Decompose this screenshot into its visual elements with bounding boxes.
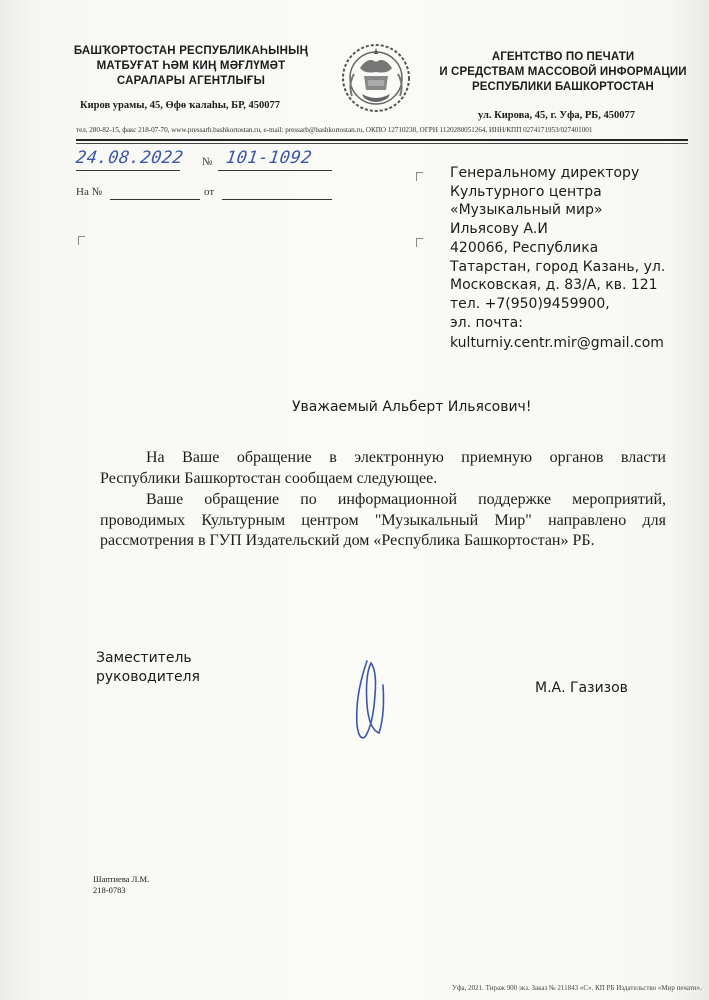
header-left-line: МАТБУҒАТ ҺӘМ КИҢ МӘҒЛҮМӘТ bbox=[96, 60, 286, 72]
header-right-address: ул. Кирова, 45, г. Уфа, РБ, 450077 bbox=[478, 110, 635, 121]
header-right-line: РЕСПУБЛИКИ БАШКОРТОСТАН bbox=[472, 81, 654, 93]
reply-number-line bbox=[110, 199, 200, 200]
executor-phone: 218-0783 bbox=[93, 885, 126, 895]
coat-of-arms-icon bbox=[338, 38, 414, 120]
addressee-line: 420066, Республика bbox=[450, 239, 599, 256]
addressee-line: Ильясову А.И bbox=[450, 221, 548, 238]
executor-name: Шаптиева Л.М. bbox=[93, 874, 150, 884]
body-line: проводимых Культурным центром "Музыкальный Мир" направлено для bbox=[100, 511, 666, 529]
body-line: рассмотрения в ГУП Издательский дом «Республика Башкортостан» РБ. bbox=[100, 532, 595, 549]
reply-to-label: На № bbox=[76, 186, 103, 198]
addressee-line: Татарстан, город Казань, ул. bbox=[450, 258, 666, 275]
header-right-title bbox=[436, 50, 690, 95]
header-left-address: Киров урамы, 45, Өфө ҡалаһы, БР, 450077 bbox=[80, 100, 280, 111]
executor-info bbox=[93, 874, 149, 896]
body-line: Республики Башкортостан сообщаем следующее. bbox=[100, 469, 438, 487]
from-label: от bbox=[204, 186, 215, 198]
greeting: Уважаемый Альберт Ильясович! bbox=[292, 399, 532, 415]
header-divider-thin bbox=[76, 143, 688, 144]
corner-mark bbox=[416, 172, 423, 181]
header-left-line: САРАЛАРЫ АГЕНТЛЫҒЫ bbox=[116, 75, 266, 87]
number-underline bbox=[218, 170, 332, 171]
corner-mark bbox=[78, 236, 85, 245]
body-paragraph bbox=[100, 448, 666, 489]
body-line: Ваше обращение по информационной поддержке мероприятий, bbox=[146, 491, 666, 508]
body-line: На Ваше обращение в электронную приемную органов власти bbox=[146, 449, 666, 466]
signer-title bbox=[96, 649, 200, 687]
header-left-line: БАШҠОРТОСТАН РЕСПУБЛИКАҺЫНЫҢ bbox=[73, 45, 309, 57]
registration-date: 24.08.2022 bbox=[74, 148, 185, 168]
header-contacts: тел. 280-82-15, факс 218-07-70, www.pressarb.bashkortostan.ru, e-mail: pressarb@bashkortostan.ru, ОКПО 12710238, ОГРН 1120280051264, ИНН/КПП 0274171953/027401001 bbox=[76, 126, 593, 134]
registration-number: 101-1092 bbox=[224, 148, 314, 168]
header-right-line: И СРЕДСТВАМ МАССОВОЙ ИНФОРМАЦИИ bbox=[439, 66, 687, 78]
corner-mark bbox=[416, 238, 423, 247]
body-paragraph bbox=[100, 490, 666, 552]
signer-title-line: Заместитель bbox=[96, 650, 192, 666]
addressee-line: эл. почта: bbox=[450, 314, 523, 331]
signer-name: М.А. Газизов bbox=[535, 680, 628, 696]
handwritten-signature bbox=[345, 655, 395, 745]
reply-row bbox=[76, 186, 346, 206]
addressee-line: Генеральному директору bbox=[450, 165, 640, 181]
date-underline bbox=[76, 170, 180, 171]
header-right-line: АГЕНТСТВО ПО ПЕЧАТИ bbox=[491, 51, 635, 63]
registration-row bbox=[74, 148, 346, 172]
print-footer: Уфа, 2021. Тираж 900 экз. Заказ № 211843 «С». КП РБ Издательство «Мир печати». bbox=[452, 984, 702, 992]
addressee-line: «Музыкальный мир» bbox=[450, 202, 603, 219]
reply-date-line bbox=[222, 199, 332, 200]
number-sign: № bbox=[202, 156, 213, 168]
addressee-block bbox=[450, 164, 690, 353]
addressee-email: kulturniy.centr.mir@gmail.com bbox=[450, 335, 664, 352]
signer-title-line: руководителя bbox=[96, 669, 200, 685]
header-left-title bbox=[56, 44, 326, 89]
addressee-line: Культурного центра bbox=[450, 183, 602, 200]
addressee-line: тел. +7(950)9459900, bbox=[450, 295, 610, 312]
addressee-line: Московская, д. 83/А, кв. 121 bbox=[450, 277, 658, 294]
header-divider bbox=[76, 139, 688, 141]
